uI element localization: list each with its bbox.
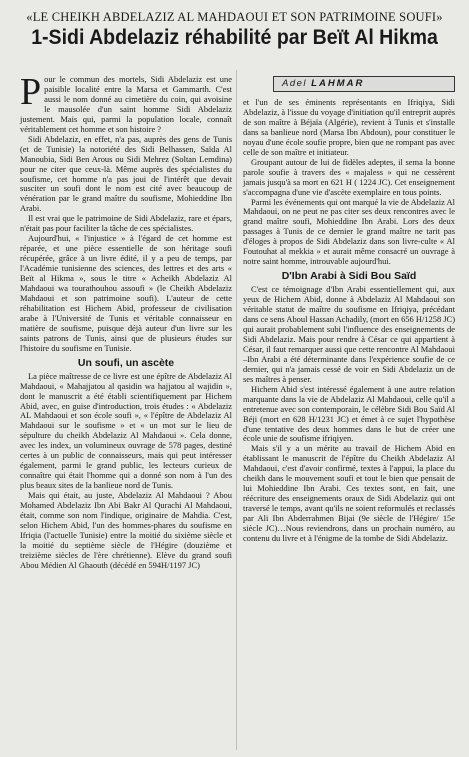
paragraph: Hichem Abid s'est intéressé également à une autre relation marquante dans la vie de Abdelaziz Al Mahdaoui, celle qu'il a entretenue avec son contemporain, le célèbre Sidi Bou Saïd Al Béji (mort en 628 H/1231 JC) et émet à ce sujet l'hypothèse d'une tentative des deux hommes dans le but de créer une école unie de soufisme ifriqiyen.: [243, 383, 455, 444]
article-headline: 1-Sidi Abdelaziz réhabilité par Beït Al Hikma: [31, 26, 438, 49]
paragraph: Sidi Abdelaziz, en effet, n'a pas, auprès des gens de Tunis (et de Tunisie) la notoriété des Sidi Belhassen, Saïda Al Manoubia, Sidi Ben Arous ou Sidi Mehrez (Soltan Lemdina) pour ne citer que ceux-là. Même auprès des spécialistes du soufisme, cet homme n'a pas joui de l'intérêt que devait susciter un soufi dont le nom est cité avec beaucoup de vénération par le grand maître du soufisme, Mohieddine Ibn Arabi.: [20, 133, 232, 214]
author-first-name: Adel: [282, 78, 308, 89]
paragraph: Groupant autour de lui de fidèles adeptes, il sema la bonne parole soufie à travers des « majaless » qui ne cessèrent jamais jusqu'à sa mort en 621 H ( 1224 JC). Cet enseignement s'accompagna d'une vie d'ascète exemplaire en tous points.: [243, 156, 455, 197]
article-column-right: [243, 70, 455, 544]
article-kicker: «LE CHEIKH ABDELAZIZ AL MAHDAOUI ET SON PATRIMOINE SOUFI»: [26, 10, 443, 24]
paragraph: La pièce maîtresse de ce livre est une épître de Abdelaziz Al Mahdaoui, « Mahajjatou al qasidin wa hajjatou al wajidin », dont le manuscrit a été établi scientifiquement par Hichem Abid, avec, en guise d'introduction, trois études : « Abdelaziz AL Mahdaoui et son école soufi », « l'épître de Abdelaziz Al Mahdaoui sur le soufisme » et « un mot sur le lieu de sépulture du cheikh Abdelaziz Al Mahdaoui ». Cela donne, avec les index, un volumineux ouvrage de 578 pages, destiné certes à un public de connaisseurs, mais qui peut intéresser également, parmi le grand public, les lecteurs curieux de connaître qui était l'homme qui a donné son nom à l'un des plus beaux sites de la banlieue nord de Tunis.: [20, 370, 232, 491]
section-subhead: Un soufi, un ascète: [77, 356, 175, 369]
paragraph: [20, 71, 232, 135]
section-subhead: D'Ibn Arabi à Sidi Bou Saïd: [281, 270, 417, 283]
paragraph: Il est vrai que le patrimoine de Sidi Abdelaziz, rare et épars, n'était pas pour faciliter la tâche de ces spécialistes.: [20, 213, 232, 234]
column-divider: [236, 70, 237, 750]
paragraph-text: our le commun des mortels, Sidi Abdelaziz est une paisible localité entre la Marsa et Gammarth. C'est aussi le nom donné au cimetière du coin, qui avoisine le mausolée d'un saint homme Sidi Abdelaziz justement. Mais qui, parmi la population locale, connaît véritablement cet homme et son histoire ?: [20, 74, 232, 134]
paragraph: Mais qui était, au juste, Abdelaziz Al Mahdaoui ? Abou Mohamed Abdelaziz Ibn Abi Bakr Al Qurachi Al Mahdaoui, était, comme son nom l'indique, originaire de Mahdia. C'est, selon Hichem Abid, l'un des hommes-phares du soufisme en Ifriqia (l'actuelle Tunisie) entre la moitié du sixième siècle et la moitié du septième siècle de l'Hégire (douzième et treizième siècles de l'ère chrétienne). Elève du grand soufi Abou Médien Al Ghaouth (décédé en 594H/1197 JC): [20, 490, 232, 570]
article-column-left: [20, 71, 232, 571]
author-last-name: LAHMAR: [311, 78, 365, 89]
paragraph: Aujourd'hui, « l'injustice » à l'égard de cet homme est réparée, et une pièce essentielle de son héritage soufi récupérée, grâce à un livre édité, il y a peu de temps, par l'Académie tunisienne des sciences, des lettres et des arts « Beït al Hikma », sous le titre « Acheikh Abdelaziz Al Mahdaoui wa tourathouhou assoufi » (le Cheikh Abdelaziz Mahdaoui et son patrimoine soufi). L'auteur de cette réhabilitation est Hichem Abid, professeur de civilisation arabe à l'Université de Tunis et véritable connaisseur en matière de soufisme, puisque déjà auteur d'un livre sur les saints patrons de Tunis, ainsi que de plusieurs études sur l'histoire du soufisme en Tunisie.: [20, 233, 232, 353]
paragraph: et l'un de ses éminents représentants en Ifriqiya, Sidi Abdelaziz, à l'issue du voyage d'initiation qu'il entreprit auprès de son maître à Béjaïa (Algérie), revient à Tunis et s'installe dans sa banlieue nord (Marsa Ibn Abdoun), pour constituer le noyau d'une école soufie propre, bien que ne rompant pas avec celle de son maître et initiateur.: [243, 97, 455, 157]
drop-cap: P: [20, 71, 42, 113]
paragraph: Mais s'il y a un mérite au travail de Hichem Abid en établissant le manuscrit de l'épître du Cheikh Abdelaziz Al Mahdaoui, c'est d'avoir confirmé, textes à l'appui, la place du cheikh dans le mouvement soufi et tout le bien que pensait de lui Mohieddine Ibn Arabi. Ces textes sont, en fait, une réécriture des enseignements oraux de Sidi Abdelaziz qui ont traversé le temps, avant qu'ils ne soient reformulés et reclassés par Ali Ibn Abderrahmen Bijai (9e siècle de l'Hégire/ 15e siècle JC)…Nous reviendrons, dans un prochain numéro, au contenu du livre et à l'énigme de la tombe de Sidi Abdelaziz.: [243, 443, 455, 543]
author-byline: [273, 76, 455, 92]
paragraph: Parmi les événements qui ont marqué la vie de Abdelaziz Al Mahdaoui, on ne peut ne pas citer ses deux rencontres avec le grand maître soufi, Mohieddine Ibn Arabi. Lors des deux passages à Tunis de ce dernier le grand maître ne tarit pas d'éloges à propos de Sidi Abdelaziz dans son livre-culte « Al Foutouhat al mekkia » et aurait même consacré un ouvrage à notre saint homme, introuvable aujourd'hui.: [243, 196, 455, 267]
paragraph: C'est ce témoignage d'Ibn Arabi essentiellement qui, aux yeux de Hichem Abid, donne à Abdelaziz Al Mahdaoui son véritable statut de maître du soufisme en Ifriqiya, précédant dans ce sens Aboul Hassan Achadily, (mort en 656 H/1258 JC) qui aurait probablement subi l'influence des enseignements de Sidi Abdelaziz. Mais pour rendre à César ce qui appartient à César, il faut remarquer aussi que cette rencontre Al Mahdaoui –Ibn Arabi a été déterminante dans l'expérience soufie de ce dernier, qui n'a jamais cessé de voir en Sidi Abdelaziz un de ses maîtres à penser.: [243, 284, 455, 384]
